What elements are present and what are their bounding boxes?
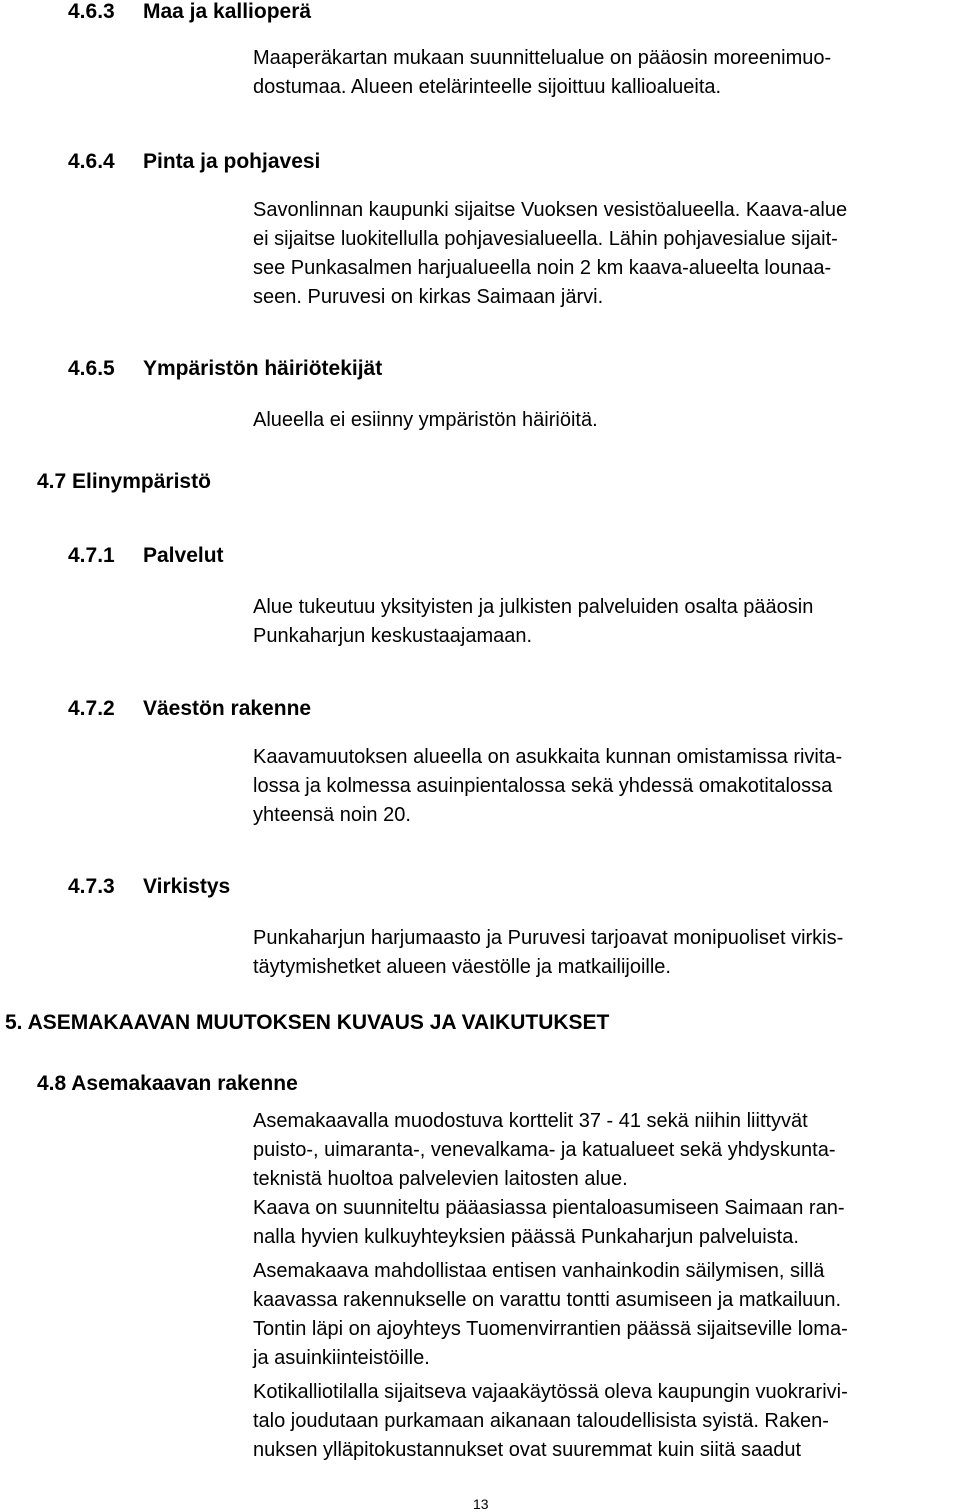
- paragraph-4-6-4: [253, 196, 847, 312]
- paragraph-4-8-b: [253, 1257, 848, 1373]
- paragraph-4-7-1: [253, 593, 813, 651]
- heading-number: 4.7.1: [68, 544, 115, 567]
- heading-number: 5.: [5, 1011, 23, 1034]
- heading-title: Ympäristön häiriötekijät: [143, 357, 383, 380]
- paragraph-4-7-3: [253, 924, 843, 982]
- heading-number: 4.7: [37, 470, 67, 493]
- heading-4-8: [37, 1072, 298, 1096]
- text-line: Kaavamuutoksen alueella on asukkaita kunnan omistamissa rivita-: [253, 746, 843, 768]
- text-line: Asemakaavalla muodostuva korttelit 37 - 41 sekä niihin liittyvät: [253, 1110, 808, 1132]
- heading-number: 4.6.4: [68, 150, 115, 173]
- paragraph-4-8-a: [253, 1107, 845, 1252]
- text-line: Tontin läpi on ajoyhteys Tuomenvirrantien päässä sijaitseville loma-: [253, 1318, 848, 1340]
- heading-title: Maa ja kallioperä: [143, 0, 312, 23]
- heading-4-6-5: [68, 357, 382, 381]
- text-line: Savonlinnan kaupunki sijaitse Vuoksen vesistöalueella. Kaava-alue: [253, 199, 848, 221]
- text-line: Kotikalliotilalla sijaitseva vajaakäytössä oleva kaupungin vuokrarivi-: [253, 1381, 848, 1403]
- text-line: Kaava on suunniteltu pääasiassa pientaloasumiseen Saimaan ran-: [253, 1197, 845, 1219]
- heading-number: 4.6.3: [68, 0, 115, 23]
- text-line: yhteensä noin 20.: [253, 804, 411, 826]
- heading-title: ASEMAKAAVAN MUUTOKSEN KUVAUS JA VAIKUTUKSET: [27, 1011, 610, 1034]
- heading-number: 4.7.2: [68, 697, 115, 720]
- heading-4-7: [37, 470, 211, 494]
- paragraph-4-8-c: [253, 1378, 848, 1465]
- text-line: teknistä huoltoa palvelevien laitosten alue.: [253, 1168, 628, 1190]
- text-line: ja asuinkiinteistöille.: [253, 1347, 430, 1369]
- heading-title: Väestön rakenne: [143, 697, 312, 720]
- text-line: kaavassa rakennukselle on varattu tontti asumiseen ja matkailuun.: [253, 1289, 842, 1311]
- heading-4-7-3: [68, 875, 230, 899]
- text-line: see Punkasalmen harjualueella noin 2 km kaava-alueelta lounaa-: [253, 257, 832, 279]
- text-line: täytymishetket alueen väestölle ja matkailijoille.: [253, 956, 671, 978]
- paragraph-4-6-3: [253, 44, 831, 102]
- heading-number: 4.7.3: [68, 875, 115, 898]
- heading-title: Elinympäristö: [72, 470, 211, 493]
- heading-4-6-4: [68, 150, 320, 174]
- text-line: Maaperäkartan mukaan suunnittelualue on pääosin moreenimuo-: [253, 47, 832, 69]
- heading-4-7-1: [68, 544, 224, 568]
- heading-number: 4.6.5: [68, 357, 115, 380]
- text-line: seen. Puruvesi on kirkas Saimaan järvi.: [253, 286, 604, 308]
- text-line: nuksen ylläpitokustannukset ovat suuremmat kuin siitä saadut: [253, 1439, 802, 1461]
- heading-4-7-2: [68, 697, 311, 721]
- heading-title: Palvelut: [143, 544, 224, 567]
- page-number: 13: [473, 1496, 489, 1512]
- text-line: Asemakaava mahdollistaa entisen vanhainkodin säilymisen, sillä: [253, 1260, 825, 1282]
- text-line: lossa ja kolmessa asuinpientalossa sekä yhdessä omakotitalossa: [253, 775, 833, 797]
- paragraph-4-7-2: [253, 743, 842, 830]
- text-line: talo joudutaan purkamaan aikanaan taloudellisista syistä. Raken-: [253, 1410, 829, 1432]
- heading-title: Pinta ja pohjavesi: [143, 150, 321, 173]
- text-line: nalla hyvien kulkuyhteyksien päässä Punkaharjun palveluista.: [253, 1226, 799, 1248]
- text-line: Punkaharjun harjumaasto ja Puruvesi tarjoavat monipuoliset virkis-: [253, 927, 844, 949]
- text-line: Alue tukeutuu yksityisten ja julkisten palveluiden osalta pääosin: [253, 596, 814, 618]
- text-line: Punkaharjun keskustaajamaan.: [253, 625, 533, 647]
- paragraph-4-6-5: [253, 406, 598, 435]
- heading-title: Asemakaavan rakenne: [71, 1072, 298, 1095]
- heading-4-6-3: [68, 0, 311, 24]
- heading-5: [5, 1011, 609, 1035]
- heading-number: 4.8: [37, 1072, 67, 1095]
- text-line: ei sijaitse luokitellulla pohjavesialueella. Lähin pohjavesialue sijait-: [253, 228, 838, 250]
- text-line: puisto-, uimaranta-, venevalkama- ja katualueet sekä yhdyskunta-: [253, 1139, 836, 1161]
- heading-title: Virkistys: [143, 875, 231, 898]
- text-line: Alueella ei esiinny ympäristön häiriöitä.: [253, 409, 598, 431]
- text-line: dostumaa. Alueen etelärinteelle sijoittuu kallioalueita.: [253, 76, 722, 98]
